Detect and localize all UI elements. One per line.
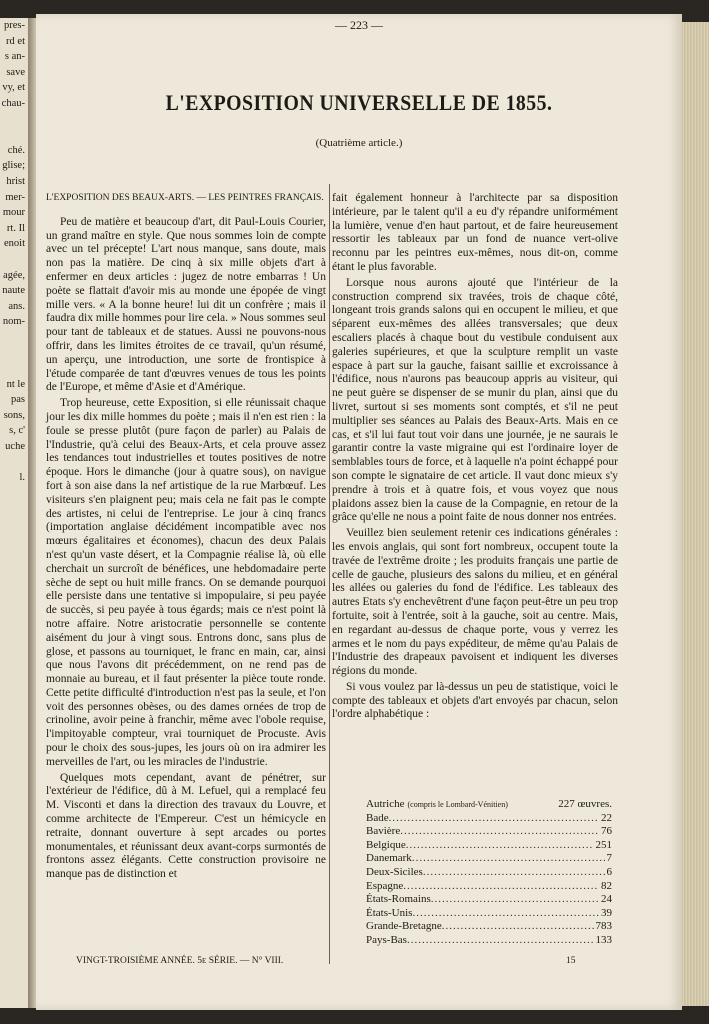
signature-mark: 15 — [566, 956, 576, 966]
paragraph: Quelques mots cependant, avant de pénétrer, sur l'extérieur de l'édifice, dû à M. Lefuel, qui a remplacé feu M. Visconti et dans la direction des travaux du Louvre, et comme architecte de l'Empereur. C'est un hémicycle en retraite, donnant ouverture à sept arcades ou portes monumentales, et réunissant deux avant-corps surmontés de frontons assez élégants. Cette construction provisoire ne manque pas de distinction et — [46, 771, 326, 881]
stat-country: Espagne — [366, 879, 404, 892]
paragraph: Lorsque nous aurons ajouté que l'intérieur de la construction comprend six travées, trois de chaque côté, longeant trois grands salons qui en occupent le milieu, et que séparent eux-mêmes des allées transversales; que deux escaliers placés à chaque bout du vestibule conduisent aux galeries supérieures, et que la sculpture remplit un vaste espace à part sur la gauche, faisant saillie et excroissance à l'édifice, nous n'aurons pas beaucoup appris au visiteur, qui ne peut guère se dispenser de se munir du plan, ainsi que du livret, surtout si ses moments sont comptés, et s'il ne peut multiplier ses séances au Palais des Beaux-Arts. Mais en ce cas, et s'il lui faut tout voir dans une journée, je ne saurais le garantir contre la vaste migraine qui est l'ordinaire loyer de semblables tours de force, et à laquelle n'a point échappé pour son compte le signataire de cet article. Il vaut donc mieux s'y prendre à trois et à quatre fois, et vous voyez que nous plaidons assez bien la cause de la Compagnie, en retour de la grâce qu'elle ne nous a point faite de nous donner nos entrées. — [332, 276, 618, 524]
previous-page-fragment: mour — [2, 207, 25, 219]
stat-country: États-Romains — [366, 893, 431, 906]
stat-row — [366, 880, 612, 894]
previous-page-edge — [0, 18, 29, 1008]
stat-row — [366, 893, 612, 907]
previous-page-fragment: pas — [11, 394, 25, 406]
stat-count: 227 œuvres. — [558, 798, 612, 810]
previous-page-fragments — [0, 18, 28, 486]
paragraph: fait également honneur à l'architecte par sa disposition intérieure, par le talent qu'il a eu d'y répandre uniformément la lumière, venue d'en haut partout, et de faire heureusement ressortir les tableaux par un fond de nuance vert-olive reconnu par les peintres eux-mêmes, nous dit-on, comme étant le plus favorable. — [332, 192, 618, 273]
paragraph: Veuillez bien seulement retenir ces indications générales : les envois anglais, qui sont fort nombreux, occupent toute la travée de l'extrême droite ; les produits français une partie de celle de gauche, plusieurs des salons du milieu, et en général les allées ou galeries du fond de l'édifice. Les tableaux des autres Etats s'y enchevêtrent d'une façon peut-être un peu trop fortuite, soit à l'entrée, soit à la gauche, soit au centre. Mais, en regardant au-dessus de chaque porte, vous y verrez les armes et le nom du pays expéditeur, de même qu'au Palais de l'Industrie des drapeaux pavoisent et indiquent les diverses régions du monde. — [332, 527, 618, 678]
stat-count: 783 — [595, 920, 612, 933]
previous-page-fragment: s, c' — [9, 425, 25, 437]
previous-page-fragment: pres- — [4, 20, 25, 31]
stat-count: 6 — [606, 865, 612, 878]
previous-page-fragment: ché. — [7, 144, 25, 156]
stat-leader-dots — [400, 825, 599, 839]
previous-page-fragment: rd et — [6, 35, 25, 47]
book-page-edges — [682, 22, 709, 1006]
stat-country: Bade — [366, 811, 389, 824]
stat-count: 24 — [601, 893, 612, 906]
previous-page-fragment: mer- — [5, 191, 25, 203]
stat-leader-dots — [412, 852, 605, 866]
previous-page-fragment — [0, 455, 28, 471]
previous-page-fragment: agée, — [3, 269, 25, 281]
previous-page-fragment: glise; — [2, 160, 25, 172]
paragraph: Trop heureuse, cette Exposition, si elle réunissait chaque jour les dix mille hommes du poète ; mais il n'en est rien : la foule se presse plutôt (pure façon de parler) au Palais de l'Industrie, qu'à celui des Beaux-Arts, et cela prouve assez les tendances tout industrielles et toutes positives de notre époque. Hors le dimanche (jour à quatre sous), on navigue fort à son aise dans la nef artistique de la rue Marbœuf. Les visiteurs s'en plaignent peu; mais cela ne fait pas le compte des artistes, ni celui de l'entreprise. Le jour à cinq francs (importation anglaise décidément incompatible avec nos mœurs égalitaires et économes), chacun des deux Palais n'est qu'un vaste désert, et la Compagnie réalise là, où elle cherchait un surcroît de bénéfices, une hebdomadaire perte sèche de sept ou huit mille francs. On se demande pourquoi elle persiste dans une tentative si impopulaire, si peu payée de succès, si peu payée à tous égards; mais ce n'est point là notre affaire. Notre aristocratie personnelle se contente aisément du jour à vingt sous. Entrons donc, sans plus de glose, et passons au tourniquet, le franc en main, car, ainsi que nous l'avons dit précédemment, on ne rend pas de monnaie au bureau, et il faut présenter la pièce toute ronde. Cette petite difficulté d'introduction n'est pas la seule, et l'on voit des personnes obèses, ou des dames ornées de trop de crinoline, avoir peine à franchir, même avec l'obole requise, l'impitoyable compteur, vrai tourniquet de Procuste. Avis pour le choix des sous-jupes, les jours où on ira admirer les merveilles de l'art, ou les miracles de l'industrie. — [46, 397, 326, 768]
previous-page-fragment: chau- — [1, 97, 25, 109]
stat-count: 39 — [601, 906, 612, 919]
issue-info: VINGT-TROISIÈME ANNÉE. 5e SÉRIE. — N° VIII. — [76, 956, 284, 966]
previous-page-fragment: nom- — [2, 316, 25, 328]
stat-row — [366, 907, 612, 921]
stat-country: Danemark — [366, 852, 412, 865]
stat-country: Pays-Bas — [366, 933, 407, 946]
stat-country: Belgique — [366, 838, 406, 851]
stat-country: Grande-Bretagne — [366, 920, 442, 933]
column-divider — [329, 184, 330, 964]
previous-page-fragment: rt. Il — [6, 222, 25, 234]
stat-leader-dots — [403, 880, 599, 894]
stat-row — [366, 920, 612, 934]
stat-row — [366, 812, 612, 826]
previous-page-fragment — [0, 112, 28, 128]
previous-page-fragment: save — [6, 66, 25, 78]
previous-page-fragment — [0, 345, 28, 361]
stat-row — [366, 934, 612, 948]
previous-page-fragment — [0, 361, 28, 377]
stat-leader-dots — [406, 839, 594, 853]
stat-count: 7 — [606, 852, 612, 865]
stat-leader-dots — [431, 893, 599, 907]
book-gutter — [28, 18, 36, 1008]
stat-count: 22 — [601, 811, 612, 824]
stat-country: Autriche — [366, 798, 405, 810]
stat-row — [366, 852, 612, 866]
paragraph: Peu de matière et beaucoup d'art, dit Paul-Louis Courier, un grand maître en style. Que nous sommes loin de compte avec un tel précepte! L'art nous manque, sans doute, mais non pas la matière. De cinq à six mille objets d'art à enfermer en deux articles : jugez de notre embarras ! Un poète se flattait d'avoir mis au monde une épopée de vingt mille vers. « A la bonne heure! lui dit un confrère ; mais il faudra dix mille hommes pour lire cela. » Nous sommes seul pour tant de tableaux et de statues. Aussi ne pouvons-nous offrir, dans les limites étroites de ce travail, qu'un résumé, un aperçu, une introduction, une sorte de frontispice à l'étude comparée de tant d'œuvres venues de tous les points de l'Europe, et même d'Asie et d'Amérique. — [46, 215, 326, 394]
previous-page-fragment — [0, 252, 28, 268]
stat-row — [366, 839, 612, 853]
stat-leader-dots — [442, 920, 594, 934]
previous-page-fragment: hrist — [6, 175, 25, 187]
previous-page-fragment — [0, 330, 28, 346]
previous-page-fragment: ans. — [8, 300, 25, 312]
page — [36, 14, 682, 1010]
stat-country: Bavière — [366, 825, 401, 838]
right-column — [332, 192, 618, 722]
stat-leader-dots — [389, 812, 599, 826]
stat-row — [366, 825, 612, 839]
previous-page-fragment: l. — [19, 472, 25, 484]
stat-count: 76 — [601, 825, 612, 838]
stat-count: 133 — [595, 933, 612, 946]
paragraph: Si vous voulez par là-dessus un peu de statistique, voici le compte des tableaux et objets d'art envoyés par chacun, selon l'ordre alphabétique : — [332, 680, 618, 721]
article-subtitle: (Quatrième article.) — [315, 137, 403, 149]
stat-country: Deux-Siciles — [366, 865, 423, 878]
page-number: — 223 — — [335, 18, 383, 32]
previous-page-fragment: nt le — [6, 378, 25, 390]
statistics-list — [366, 798, 612, 948]
previous-page-fragment: naute — [2, 285, 25, 297]
left-column — [46, 192, 326, 882]
stat-note: (compris le Lombard-Vénitien) — [407, 800, 508, 809]
previous-page-fragment: uche — [5, 441, 25, 453]
article-title: L'EXPOSITION UNIVERSELLE DE 1855. — [165, 90, 553, 115]
stat-country: États-Unis — [366, 906, 413, 919]
previous-page-fragment — [0, 127, 28, 143]
stat-row — [366, 866, 612, 880]
stat-leader-dots — [412, 907, 599, 921]
stat-row — [366, 798, 612, 812]
previous-page-fragment: s an- — [4, 51, 25, 63]
stat-count: 82 — [601, 879, 612, 892]
stat-leader-dots — [423, 866, 605, 880]
stat-leader-dots — [407, 934, 594, 948]
previous-page-fragment: vy, et — [2, 82, 25, 94]
section-heading: L'EXPOSITION DES BEAUX-ARTS. — LES PEINTRES FRANÇAIS. — [46, 193, 324, 203]
previous-page-fragment: enoit — [4, 238, 25, 250]
previous-page-fragment: sons, — [3, 409, 25, 421]
stat-count: 251 — [595, 838, 612, 851]
